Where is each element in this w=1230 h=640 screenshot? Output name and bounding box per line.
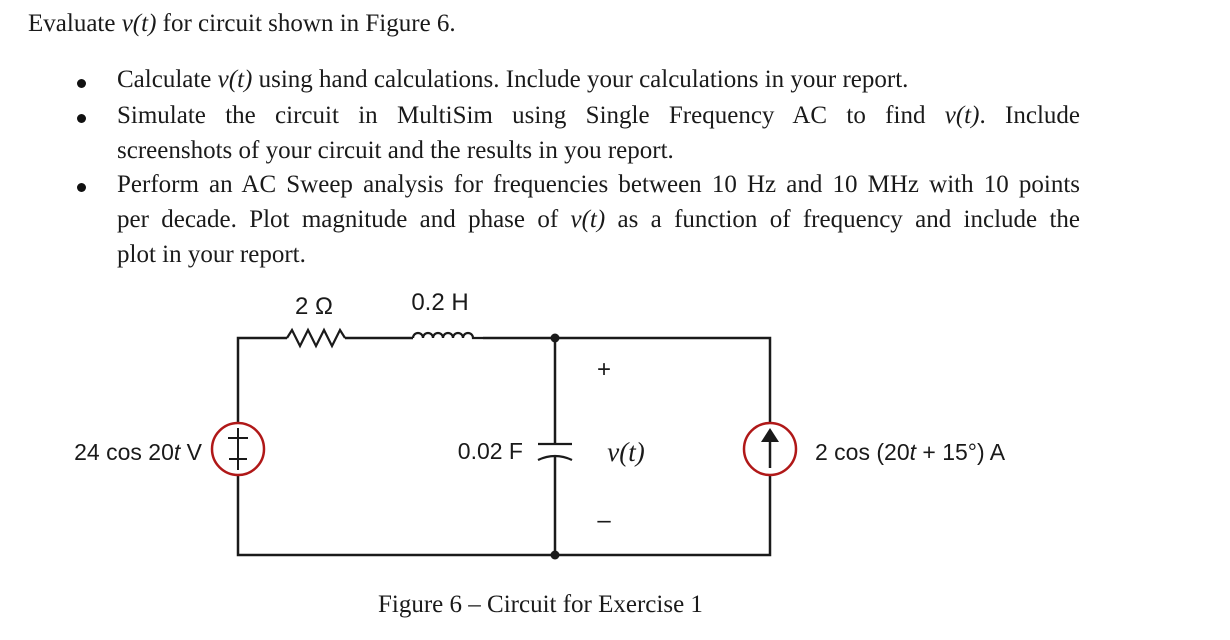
text: using hand calculations. Include your calculations in your report. [252,66,909,93]
capacitor-label: 0.02 F [457,438,523,464]
voltage-label: v(t) [607,437,645,467]
voltage-plus-label: + [596,356,612,383]
variable: v(t) [944,102,980,129]
intro-text: Evaluate [28,10,122,37]
bullet-2-line-2: screenshots of your circuit and the results in you report. [117,137,674,164]
wire-bottom [238,475,770,555]
resistor-symbol [287,330,345,346]
inductor-symbol [413,333,483,338]
text: . Include [979,102,1081,129]
text: 2 cos (20 [815,439,910,465]
figure-caption: Figure 6 – Circuit for Exercise 1 [378,591,703,618]
voltage-source [212,423,264,475]
variable: t [909,439,916,465]
current-source-label [815,439,1006,465]
variable: v(t) [217,66,253,93]
variable: t [173,439,181,465]
junction-dot [551,551,560,560]
intro-text-end: for circuit shown in Figure 6. [156,10,456,37]
inductor-label: 0.2 H [411,289,469,316]
text: Calculate [117,66,218,93]
text: V [180,439,202,465]
text: as a function of frequency and include the [605,206,1080,233]
variable: v(t) [570,206,606,233]
intro-variable: v(t) [121,10,157,37]
text: Simulate the circuit in MultiSim using Single Frequency AC to find [117,102,945,129]
bullet-3-line-3: plot in your report. [117,241,306,268]
voltage-source-label [74,439,203,465]
voltage-minus-label: – [597,507,611,534]
bullet-3-line-1: Perform an AC Sweep analysis for frequencies between 10 Hz and 10 MHz with 10 points [117,171,1080,198]
current-source [744,423,796,475]
text: 24 cos 20 [74,439,174,465]
wire-top-right [483,338,770,423]
resistor-label: 2 Ω [295,293,333,320]
text: + 15°) A [916,439,1006,465]
wire-left-top [238,338,287,423]
text: per decade. Plot magnitude and phase of [117,206,571,233]
junction-dot [551,334,560,343]
